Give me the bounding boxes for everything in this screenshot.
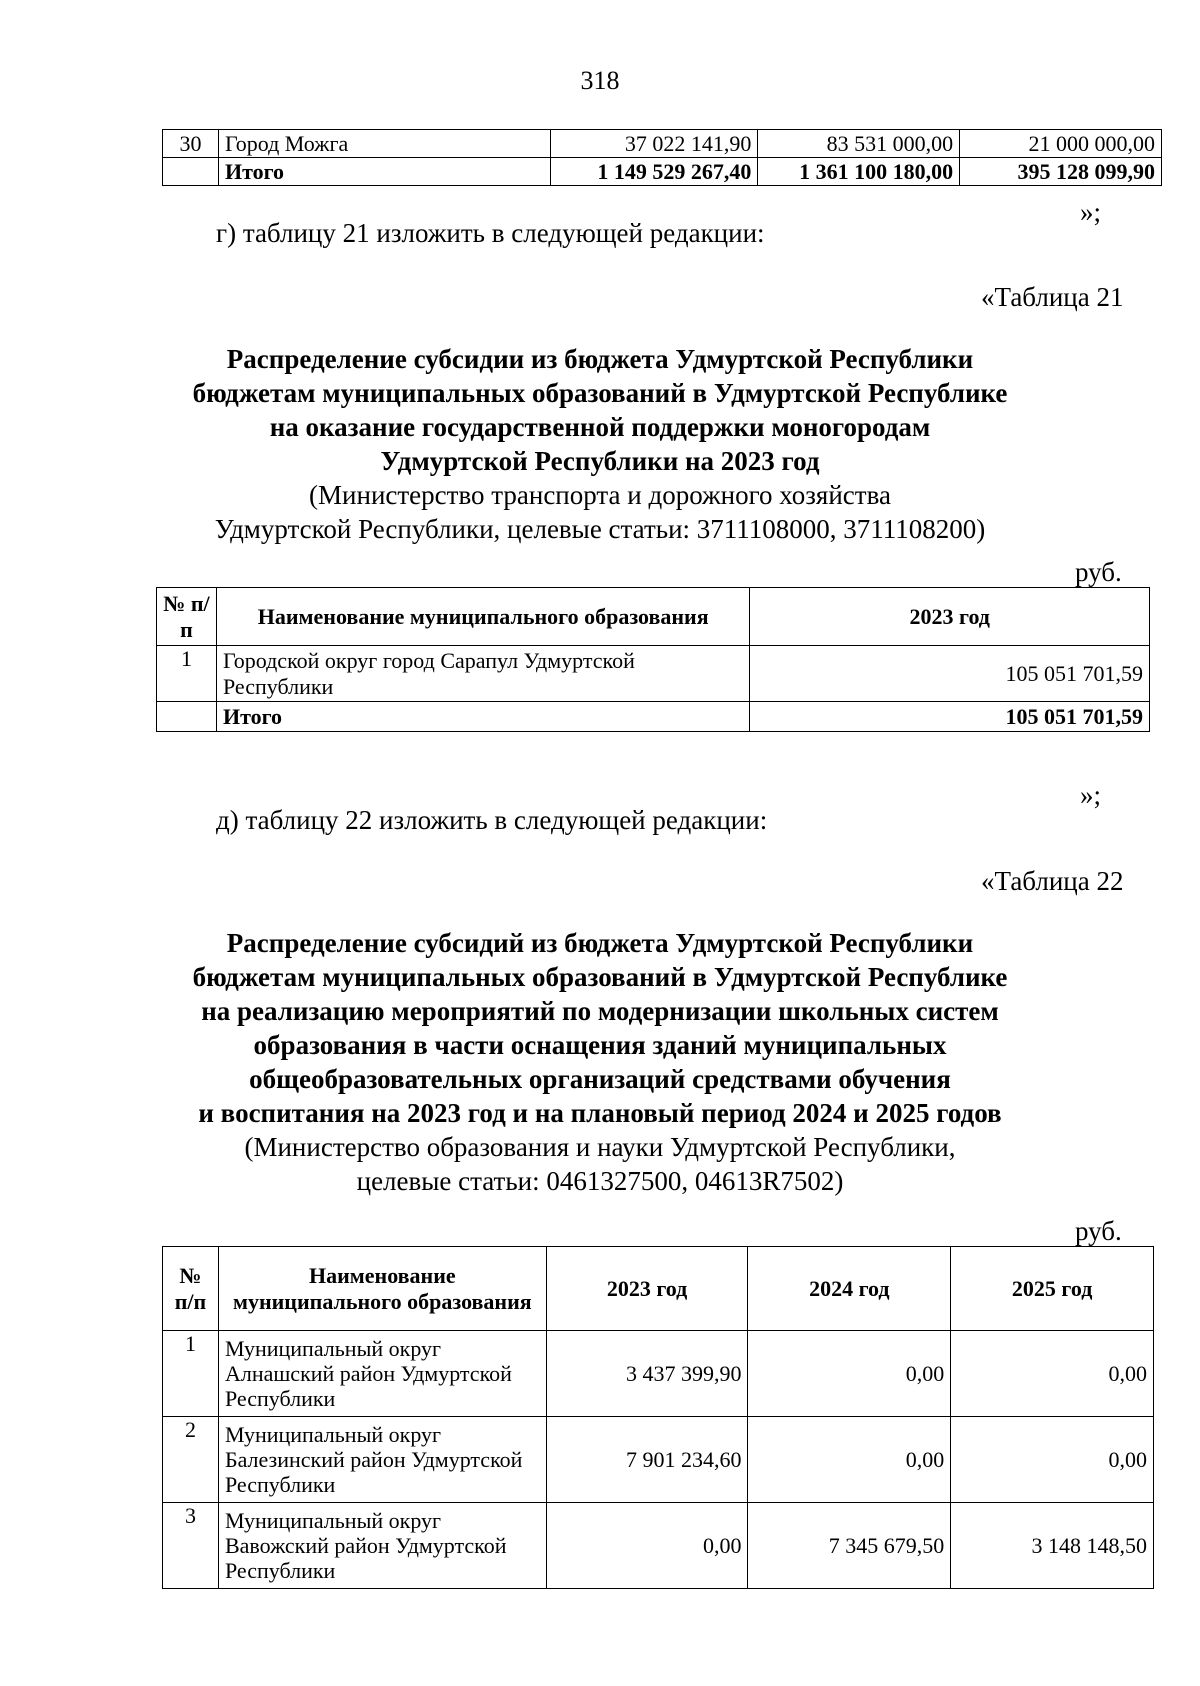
municipality-name: Муниципальный округ Вавожский район Удмуртской Республики bbox=[218, 1503, 546, 1589]
paragraph-d: д) таблицу 22 изложить в следующей редакции: bbox=[216, 805, 768, 835]
header-2024: 2024 год bbox=[748, 1247, 951, 1331]
table-22-title bbox=[0, 926, 1200, 1198]
header-2025: 2025 год bbox=[951, 1247, 1154, 1331]
value-2025: 0,00 bbox=[951, 1331, 1154, 1417]
value-2023: 3 437 399,90 bbox=[546, 1331, 748, 1417]
table-row bbox=[157, 646, 1150, 702]
total-value: 395 128 099,90 bbox=[960, 158, 1162, 186]
title-line: образования в части оснащения зданий муниципальных bbox=[253, 1030, 947, 1060]
title-line: на реализацию мероприятий по модернизации школьных систем bbox=[201, 996, 999, 1026]
row-number bbox=[163, 158, 219, 186]
municipality-name: Муниципальный округ Балезинский район Удмуртской Республики bbox=[218, 1417, 546, 1503]
municipality-name: Город Можга bbox=[218, 130, 550, 158]
title-line: бюджетам муниципальных образований в Удмуртской Республике bbox=[192, 962, 1008, 992]
row-number: 1 bbox=[163, 1331, 219, 1417]
table-21-title bbox=[0, 342, 1200, 546]
total-row bbox=[157, 702, 1150, 732]
table-22 bbox=[162, 1246, 1154, 1589]
continuation-table bbox=[162, 129, 1162, 186]
value-2024: 0,00 bbox=[748, 1417, 951, 1503]
value-2024: 7 345 679,50 bbox=[748, 1503, 951, 1589]
value-cell: 21 000 000,00 bbox=[960, 130, 1162, 158]
total-value: 105 051 701,59 bbox=[750, 702, 1150, 732]
header-num: № п/п bbox=[163, 1247, 219, 1331]
subtitle-line: (Министерство транспорта и дорожного хозяйства bbox=[309, 480, 891, 510]
header-name: Наименование муниципального образования bbox=[216, 588, 749, 646]
paragraph-g: г) таблицу 21 изложить в следующей редакции: bbox=[216, 218, 765, 248]
row-number: 30 bbox=[163, 130, 219, 158]
table-row bbox=[163, 130, 1162, 158]
row-number: 2 bbox=[163, 1417, 219, 1503]
table-22-label: «Таблица 22 bbox=[981, 866, 1124, 896]
title-line: бюджетам муниципальных образований в Удмуртской Республике bbox=[192, 378, 1008, 408]
closing-quote: »; bbox=[1080, 780, 1102, 810]
value-2025: 0,00 bbox=[951, 1417, 1154, 1503]
table-row bbox=[163, 1417, 1154, 1503]
table-row bbox=[163, 1503, 1154, 1589]
total-label: Итого bbox=[218, 158, 550, 186]
title-line: Распределение субсидий из бюджета Удмуртской Республики bbox=[226, 928, 974, 958]
title-line: Распределение субсидии из бюджета Удмуртской Республики bbox=[226, 344, 974, 374]
subtitle-line: целевые статьи: 0461327500, 04613R7502) bbox=[356, 1166, 844, 1196]
currency-unit: руб. bbox=[1075, 557, 1122, 587]
total-value: 1 361 100 180,00 bbox=[758, 158, 960, 186]
title-line: на оказание государственной поддержки моногородам bbox=[269, 412, 931, 442]
value-2023: 0,00 bbox=[546, 1503, 748, 1589]
header-name: Наименование муниципального образования bbox=[218, 1247, 546, 1331]
title-line: Удмуртской Республики на 2023 год bbox=[380, 446, 820, 476]
value-2024: 0,00 bbox=[748, 1331, 951, 1417]
header-2023: 2023 год bbox=[546, 1247, 748, 1331]
header-num: № п/п bbox=[157, 588, 217, 646]
header-row bbox=[157, 588, 1150, 646]
title-line: и воспитания на 2023 год и на плановый период 2024 и 2025 годов bbox=[198, 1098, 1002, 1128]
table-21 bbox=[156, 587, 1150, 732]
header-2023: 2023 год bbox=[750, 588, 1150, 646]
subtitle-line: (Министерство образования и науки Удмуртской Республики, bbox=[244, 1132, 956, 1162]
value-cell: 37 022 141,90 bbox=[550, 130, 758, 158]
row-number bbox=[157, 702, 217, 732]
page-number: 318 bbox=[580, 66, 620, 95]
total-value: 1 149 529 267,40 bbox=[550, 158, 758, 186]
value-2023: 105 051 701,59 bbox=[750, 646, 1150, 702]
value-2023: 7 901 234,60 bbox=[546, 1417, 748, 1503]
total-label: Итого bbox=[216, 702, 749, 732]
municipality-name: Городской округ город Сарапул Удмуртской Республики bbox=[216, 646, 749, 702]
municipality-name: Муниципальный округ Алнашский район Удмуртской Республики bbox=[218, 1331, 546, 1417]
row-number: 1 bbox=[157, 646, 217, 702]
closing-quote: »; bbox=[1080, 197, 1102, 227]
header-row bbox=[163, 1247, 1154, 1331]
subtitle-line: Удмуртской Республики, целевые статьи: 3711108000, 3711108200) bbox=[214, 514, 986, 544]
row-number: 3 bbox=[163, 1503, 219, 1589]
total-row bbox=[163, 158, 1162, 186]
table-row bbox=[163, 1331, 1154, 1417]
title-line: общеобразовательных организаций средствами обучения bbox=[249, 1064, 951, 1094]
table-21-label: «Таблица 21 bbox=[981, 282, 1124, 312]
currency-unit: руб. bbox=[1075, 1216, 1122, 1246]
value-2025: 3 148 148,50 bbox=[951, 1503, 1154, 1589]
value-cell: 83 531 000,00 bbox=[758, 130, 960, 158]
